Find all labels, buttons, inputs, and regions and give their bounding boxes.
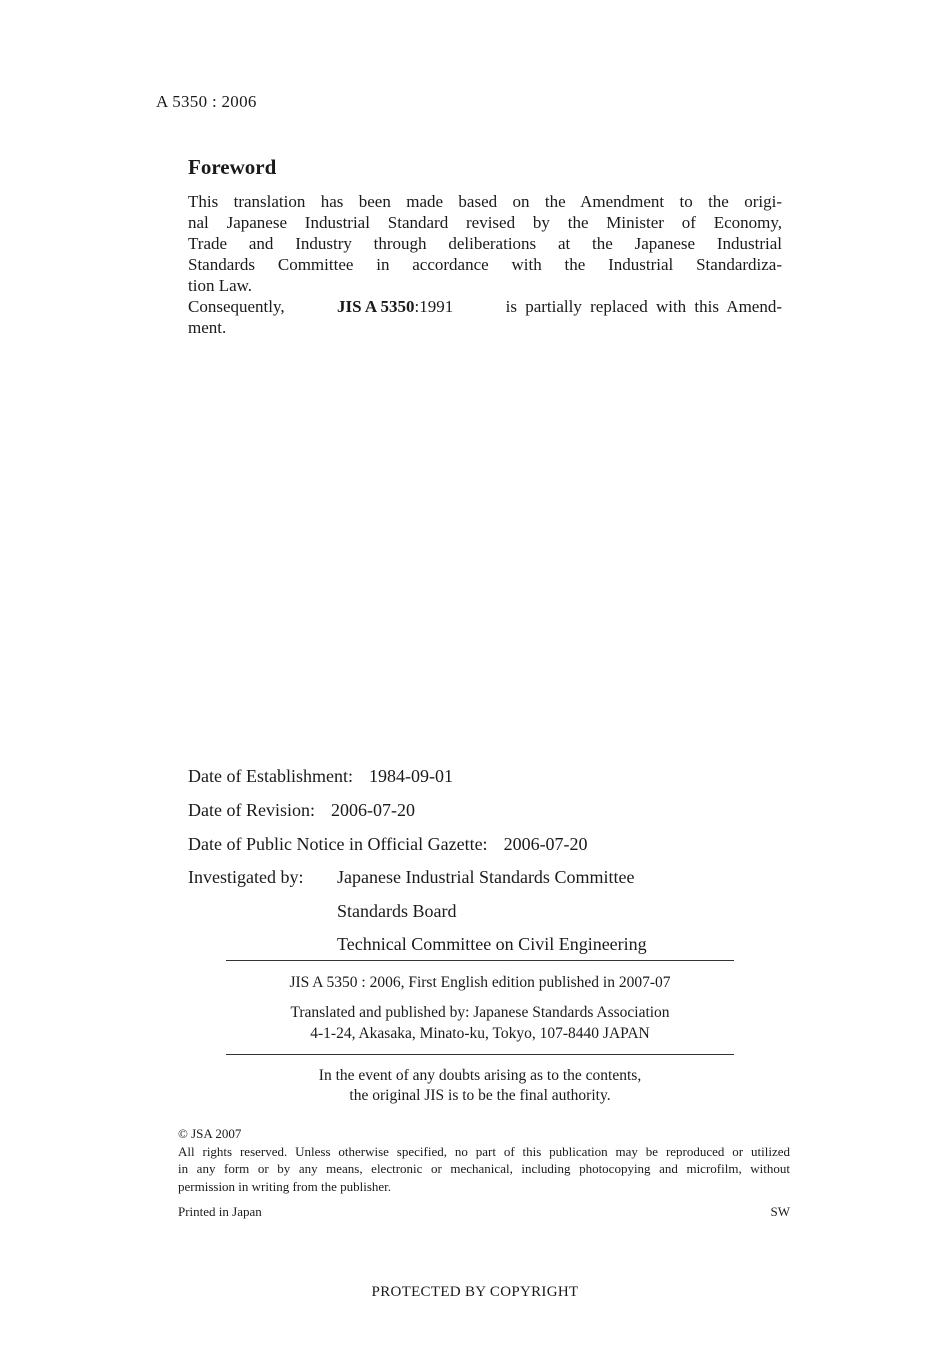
revision-value: 2006-07-20 <box>330 800 415 820</box>
divider <box>226 960 734 961</box>
doubt-line-1: In the event of any doubts arising as to the contents, <box>318 1067 642 1084</box>
public-notice-row <box>188 834 588 855</box>
foreword-line: Trade and Industry through deliberations at the Japanese Industrial <box>188 234 782 253</box>
foreword-line: nal Japanese Industrial Standard revised by the Minister of Economy, <box>188 213 782 232</box>
copyright-line: in any form or by any means, electronic or mechanical, including photocopying and microfilm, without <box>178 1161 790 1176</box>
copyright-line: All rights reserved. Unless otherwise specified, no part of this publication may be reproduced or utilized <box>178 1143 790 1159</box>
document-id-header: A 5350 : 2006 <box>156 92 257 111</box>
establishment-label: Date of Establishment: <box>188 766 353 786</box>
investigated-committee: Japanese Industrial Standards Committee <box>337 867 635 887</box>
establishment-value: 1984-09-01 <box>368 766 453 786</box>
consequently-suffix: is partially replaced with this Amend- <box>505 297 782 316</box>
edition-line: JIS A 5350 : 2006, First English edition published in 2007-07 <box>289 974 671 991</box>
address-line: 4-1-24, Akasaka, Minato-ku, Tokyo, 107-8440 JAPAN <box>310 1025 650 1042</box>
foreword-line: ment. <box>188 318 227 337</box>
copyright-line: permission in writing from the publisher. <box>178 1178 392 1194</box>
printed-in-japan: Printed in Japan <box>178 1204 262 1219</box>
replaced-standard <box>337 296 453 317</box>
doubt-line-2: the original JIS is to be the final authority. <box>349 1087 611 1104</box>
establishment-row <box>188 766 453 787</box>
investigated-technical-committee: Technical Committee on Civil Engineering <box>337 934 647 954</box>
investigated-row <box>188 867 303 888</box>
dates-block <box>188 766 748 966</box>
publisher-line: Translated and published by: Japanese Standards Association <box>290 1004 670 1021</box>
foreword-heading: Foreword <box>188 155 277 179</box>
public-notice-label: Date of Public Notice in Official Gazette: <box>188 834 488 854</box>
investigated-label: Investigated by: <box>188 867 304 887</box>
revision-label: Date of Revision: <box>188 800 315 820</box>
foreword-line: tion Law. <box>188 276 253 295</box>
copyright-block <box>178 1125 790 1195</box>
consequently-prefix: Consequently, <box>188 297 285 316</box>
replaced-standard-year: :1991 <box>414 297 454 316</box>
public-notice-value: 2006-07-20 <box>503 834 588 854</box>
investigated-board: Standards Board <box>337 901 457 921</box>
foreword-body <box>188 191 782 338</box>
foreword-line: Standards Committee in accordance with the Industrial Standardiza- <box>188 255 782 274</box>
divider <box>226 1054 734 1055</box>
revision-row <box>188 800 415 821</box>
copyright-notice: © JSA 2007 <box>178 1126 242 1141</box>
replaced-standard-code: JIS A 5350 <box>337 297 415 316</box>
code-label: SW <box>770 1204 790 1219</box>
protected-footer: PROTECTED BY COPYRIGHT <box>371 1284 579 1300</box>
consequently-line <box>188 296 782 317</box>
foreword-line: This translation has been made based on the Amendment to the origi- <box>188 192 782 211</box>
